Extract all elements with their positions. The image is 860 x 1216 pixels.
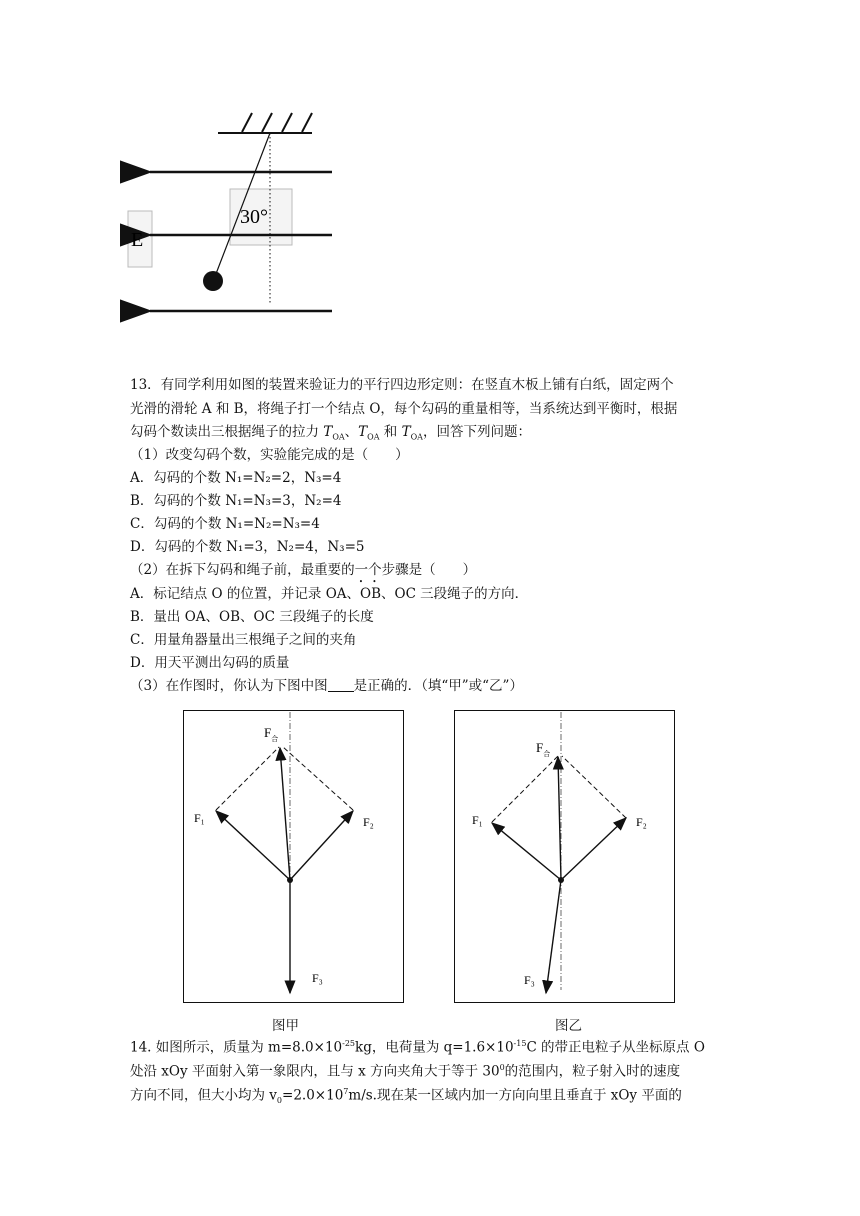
- force-diagram-jia: [183, 710, 405, 1004]
- q14-line-3: 方向不同，但大小均为 $v_0=2.0\times 10^7m/s$.现在某一区域内加一方向向里且垂直于 xOy 平面的: [130, 1087, 682, 1106]
- q13-part1-option-b: B．勾码的个数 N₁=N₃=3，N₂=4: [130, 493, 342, 509]
- caption-jia: 图甲: [272, 1018, 299, 1034]
- q13-part3-prompt: （3）在作图时，你认为下图中图 是正确的．（填“甲”或“乙”）: [130, 678, 523, 694]
- q13-part1-option-a: A．勾码的个数 N₁=N₂=2，N₃=4: [130, 470, 342, 486]
- ceiling-hatching: [242, 113, 312, 132]
- angle-label: 30°: [240, 206, 268, 228]
- diagram-frame: [184, 711, 404, 1003]
- q14-line-1: 14. 如图所示，质量为 $m=8.0\times 10^{-25}kg$，电荷量为 $q=1.6\times 10^{-15}C$ 的带正电粒子从坐标原点 O: [130, 1039, 705, 1056]
- q13-part2-option-d: D．用天平测出勾码的质量: [130, 655, 290, 671]
- diagram-frame: [455, 711, 675, 1003]
- q13-stem-line-2: 光滑的滑轮 A 和 B，将绳子打一个结点 O，每个勾码的重量相等，当系统达到平衡时，根据: [130, 401, 678, 417]
- f2-label: F₂: [363, 815, 374, 829]
- pendulum-figure: [120, 105, 350, 335]
- pendulum-ball: [203, 271, 223, 291]
- caption-yi: 图乙: [555, 1018, 582, 1034]
- q14-line-2: 处沿 xOy 平面射入第一象限内，且与 x 方向夹角大于等于 $30^0$的范围内，粒子射入时的速度: [130, 1063, 681, 1080]
- f-total-label: $F_合$: [264, 725, 279, 743]
- field-label: E: [131, 229, 144, 251]
- f-total-label: $F_合$: [536, 740, 551, 758]
- answer-blank: [328, 677, 354, 692]
- q13-stem-line-3: 勾码个数读出三根据绳子的拉力 $T_{OA}$、$T_{OA}$ 和 $T_{OA}$，回答下列问题：: [130, 424, 531, 442]
- q13-part2-option-b: B．量出 OA、OB、OC 三段绳子的长度: [130, 609, 374, 625]
- f3-label: F₃: [312, 971, 323, 985]
- knot-point: [558, 877, 564, 883]
- knot-point: [287, 877, 293, 883]
- q13-part2-option-a: A．标记结点 O 的位置，并记录 OA、OB、OC 三段绳子的方向．: [130, 586, 529, 602]
- q13-part1-prompt: （1）改变勾码个数，实验能完成的是（ ）: [130, 447, 409, 463]
- q13-part2-prompt: （2）在拆下勾码和绳子前，最重要的一个步骤是（ ）: [130, 562, 477, 578]
- q13-part1-option-d: D．勾码的个数 N₁=3，N₂=4，N₃=5: [130, 539, 365, 555]
- f1-label: F₁: [194, 811, 205, 825]
- f2-label: F₂: [636, 815, 647, 829]
- force-diagram-yi: [454, 710, 676, 1004]
- f3-label: F₃: [524, 973, 535, 987]
- f1-label: F₁: [472, 813, 483, 827]
- q13-part2-option-c: C．用量角器量出三根绳子之间的夹角: [130, 632, 357, 648]
- q13-part1-option-c: C．勾码的个数 N₁=N₂=N₃=4: [130, 516, 320, 532]
- q13-stem-line-1: 13．有同学利用如图的装置来验证力的平行四边形定则：在竖直木板上铺有白纸，固定两个: [130, 377, 674, 393]
